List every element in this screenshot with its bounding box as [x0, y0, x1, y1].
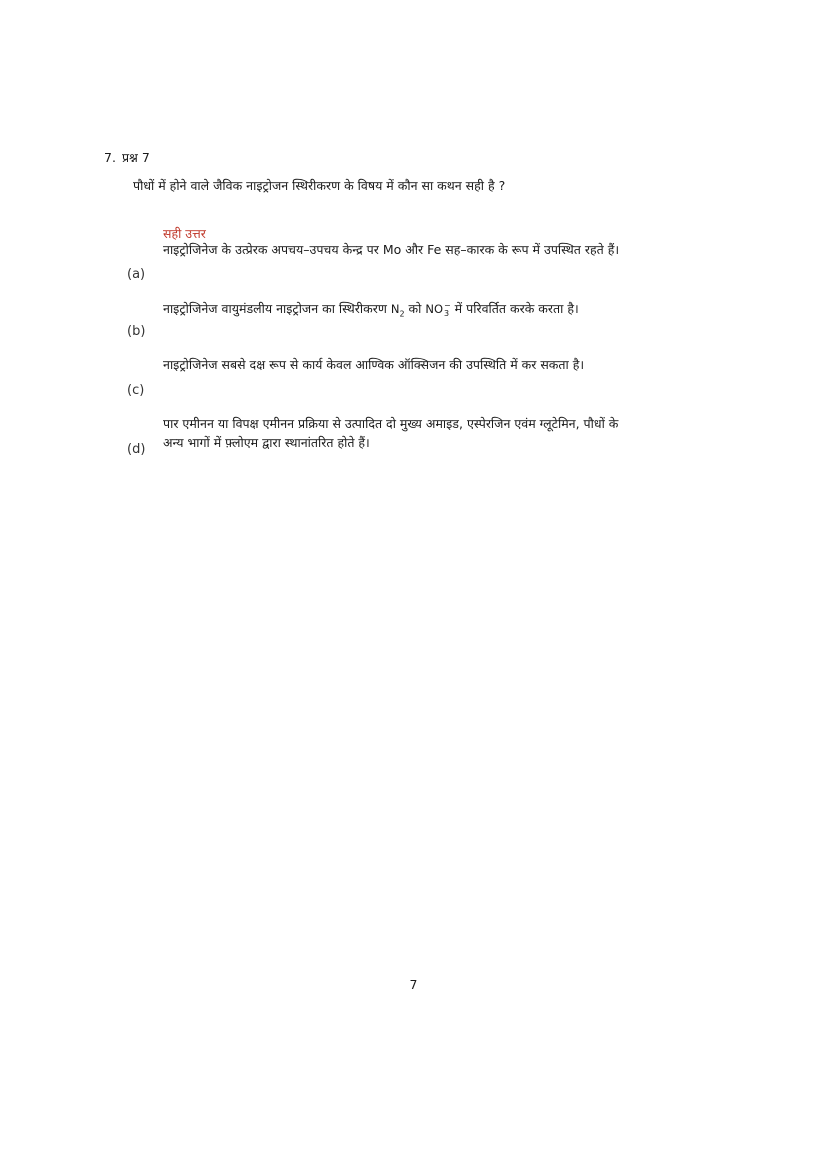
- question-number: 7.: [104, 150, 116, 165]
- option-d-text: पार एमीनन या विपक्ष एमीनन प्रक्रिया से उत्पादित दो मुख्य अमाइड, एस्पेरजिन एवंम ग्लूटेमिन, पौधों के अन्य भागों में फ़्लोएम द्वारा स्थानांतरित होते हैं।: [163, 416, 619, 450]
- chem-n: N: [390, 302, 400, 316]
- question-heading: [104, 149, 150, 166]
- question-text: पौधों में होने वाले जैविक नाइट्रोजन स्थिरीकरण के विषय में कौन सा कथन सही है ?: [133, 178, 506, 193]
- option-b-text-after: में परिवर्तित करके करता है।: [450, 301, 579, 316]
- option-b-text-before: नाइट्रोजिनेज वायुमंडलीय नाइट्रोजन का स्थिरीकरण: [163, 301, 391, 316]
- correct-answer-label: सही उत्तर: [163, 226, 206, 241]
- question-title: प्रश्न 7: [121, 150, 150, 165]
- chem-no3: [425, 302, 450, 316]
- chem-n2: [390, 302, 405, 319]
- chem-no3-charge: −: [444, 300, 451, 310]
- chem-no3-sub: 3: [444, 308, 450, 318]
- option-c-text: नाइट्रोजिनेज सबसे दक्ष रूप से कार्य केवल आण्विक ऑक्सिजन की उपस्थिति में कर सकता है।: [163, 357, 585, 372]
- page-number: 7: [409, 977, 418, 992]
- option-a-text: नाइट्रोजिनेज के उत्प्रेरक अपचय–उपचय केन्द्र पर Mo और Fe सह–कारक के रूप में उपस्थित रहते हैं।: [163, 242, 620, 257]
- option-b-text-mid: को: [404, 301, 426, 316]
- option-d-label: (d): [127, 442, 146, 457]
- option-a-label: (a): [127, 267, 146, 282]
- option-c-label: (c): [127, 383, 145, 398]
- option-b-label: (b): [127, 324, 146, 339]
- chem-n-sub: 2: [399, 309, 405, 319]
- option-b-text: [163, 299, 623, 323]
- chem-no: NO: [425, 302, 443, 316]
